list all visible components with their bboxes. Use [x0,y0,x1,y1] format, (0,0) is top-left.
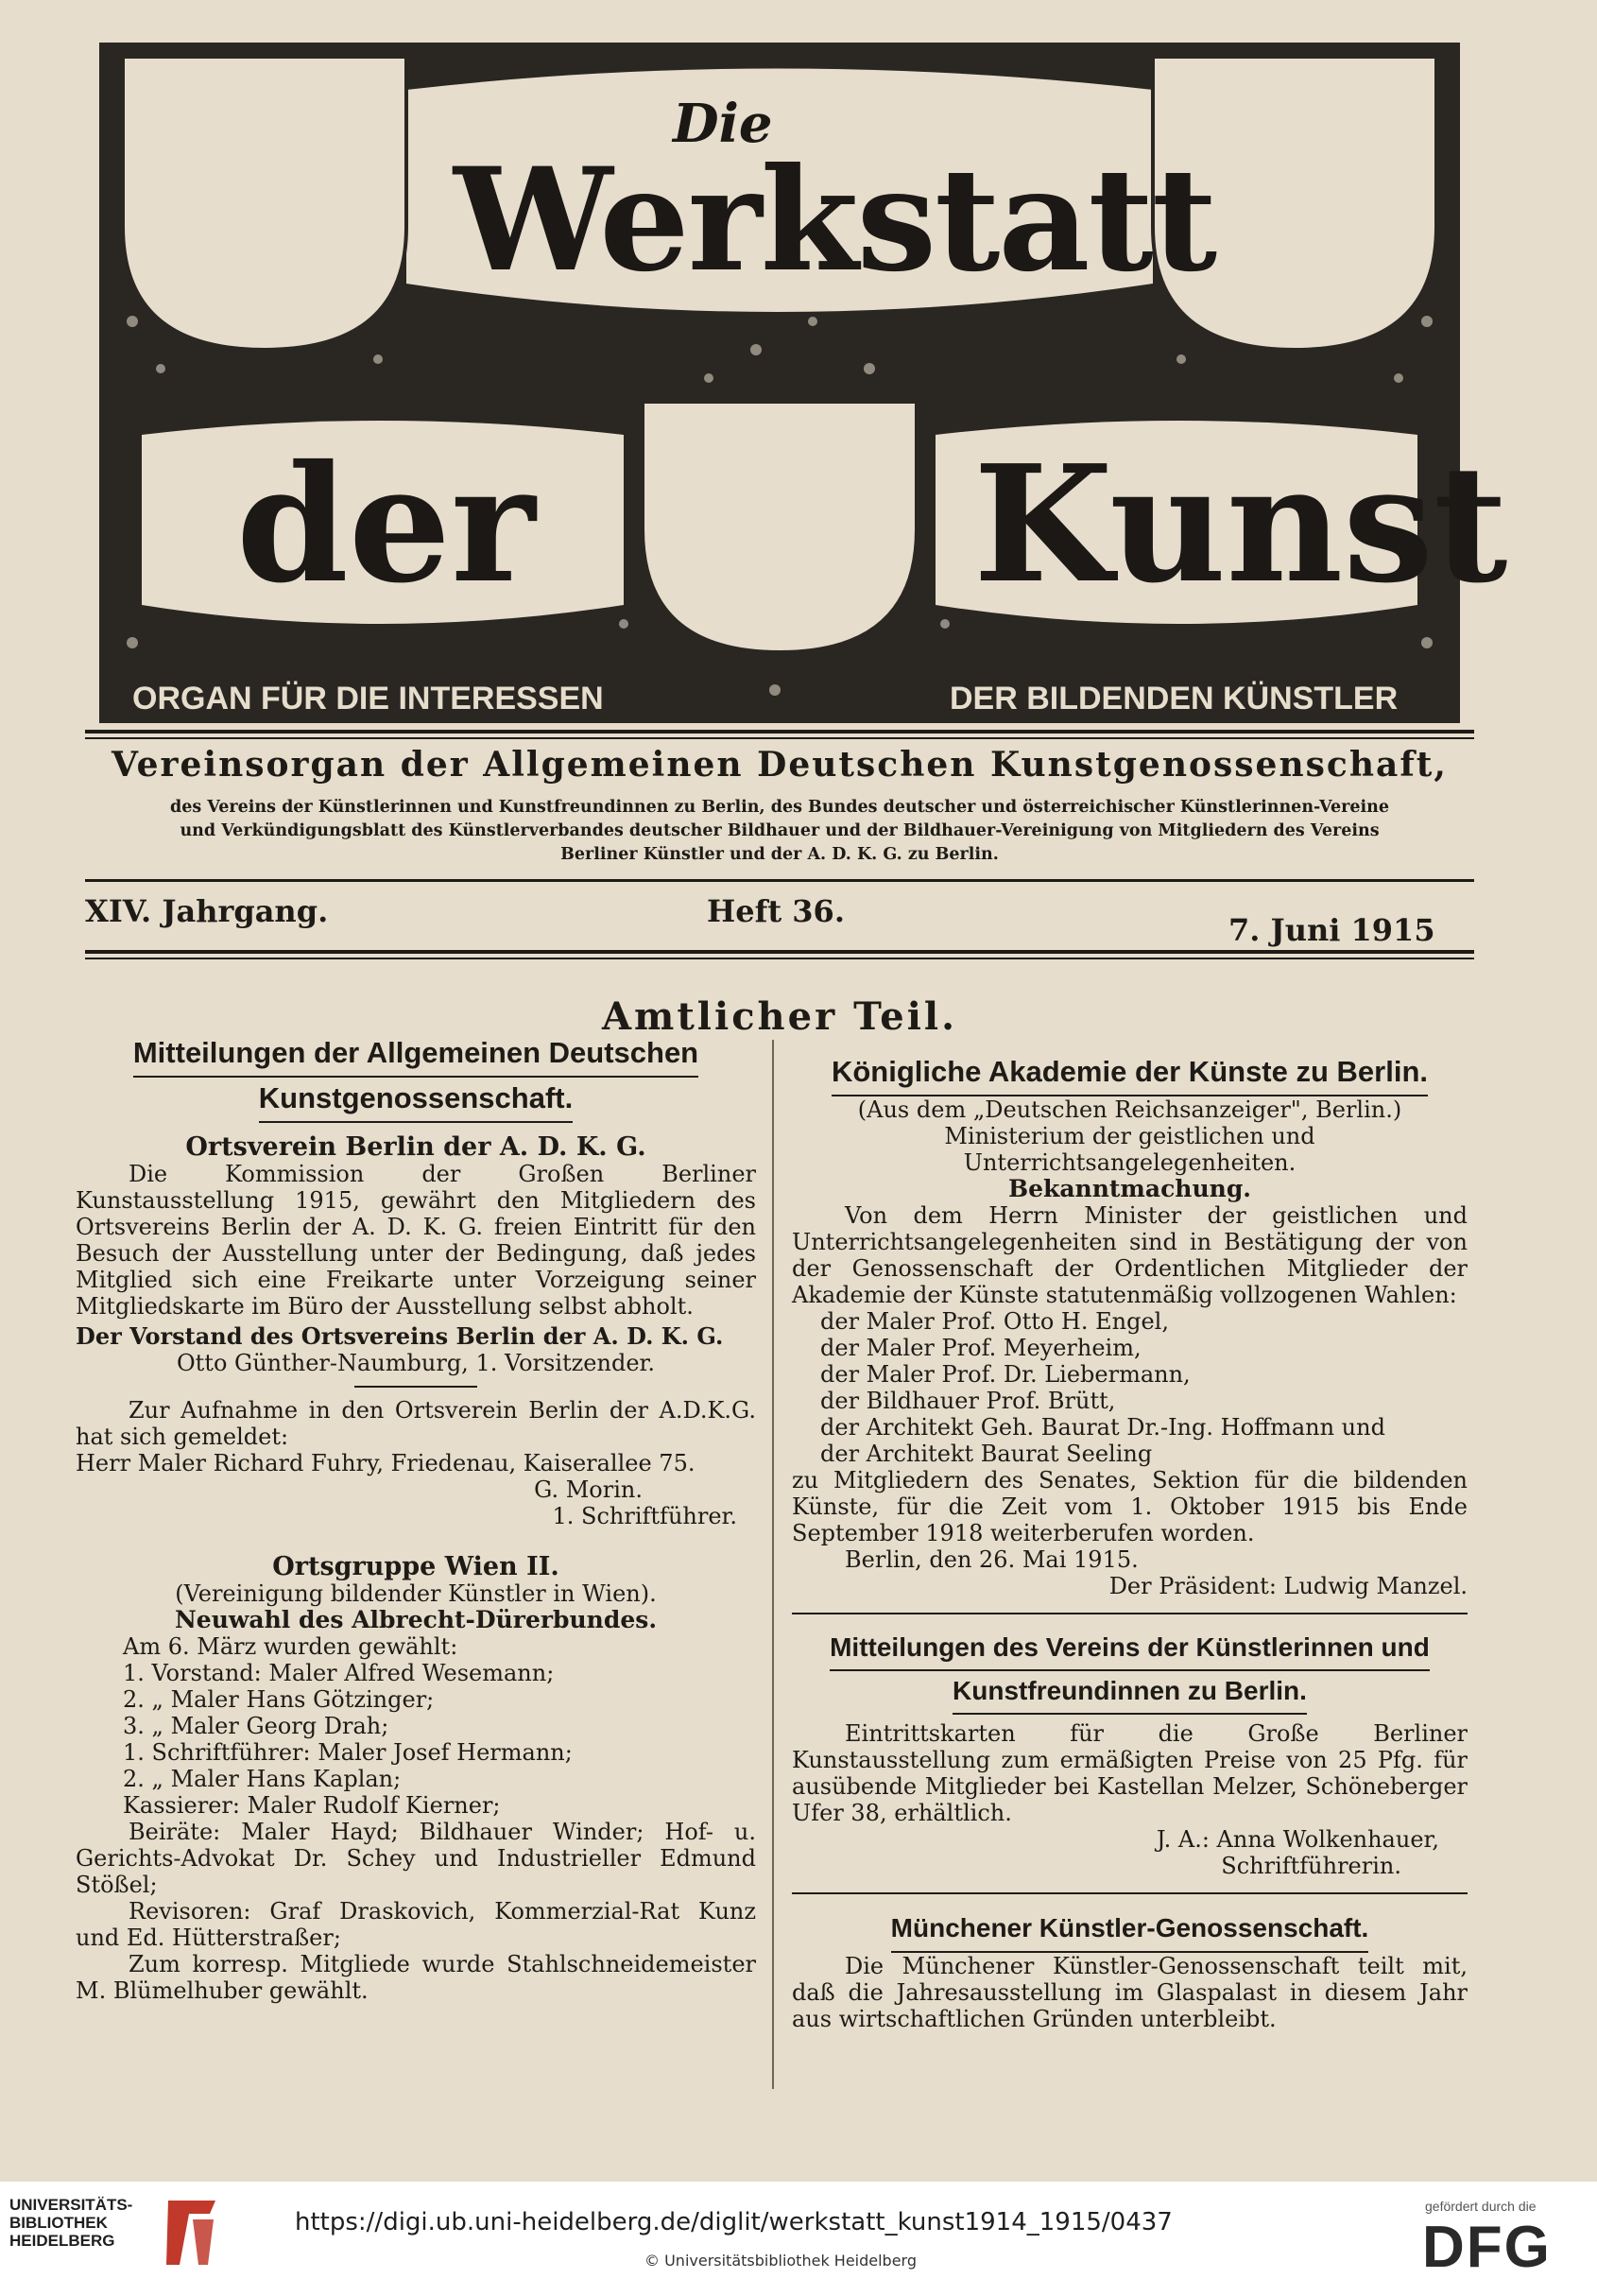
list-item: 2. „ Maler Hans Götzinger; [123,1686,435,1713]
datum-text: Berlin, den 26. Mai 1915. [845,1546,1139,1573]
vorstand-signature: Der Vorstand des Ortsvereins Berlin der A. D. K. G. [76,1322,724,1350]
issue-heft: Heft 36. [707,893,845,929]
column-divider [772,1040,774,2089]
bekanntmachung-heading: Bekanntmachung. [1007,1175,1252,1202]
rule-issue-bottom [85,950,1474,954]
rule-issue-bottom-thin [85,958,1474,959]
right-column [792,1051,1468,2032]
university-logo-icon [161,2195,223,2270]
member-item: der Maler Prof. Otto H. Engel, [820,1308,1169,1335]
organ-subtitle-line: des Vereins der Künstlerinnen und Kunstfreundinnen zu Berlin, des Bundes deutscher und österreichischer Künstlerinnen-Vereine [169,798,1389,817]
divider [354,1386,477,1388]
organ-title: Vereinsorgan der Allgemeinen Deutschen Kunstgenossenschaft, [112,745,1448,785]
heading-line: Mitteilungen des Vereins der Künstlerinnen und [830,1628,1430,1671]
rule-issue-top [85,879,1474,882]
masthead-der: der [236,430,536,619]
masthead [94,38,1508,728]
section-heading-akademie [792,1051,1468,1096]
list-item: 2. „ Maler Hans Kaplan; [123,1766,402,1792]
aufnahme-name: Herr Maler Richard Fuhry, Friedenau, Kaiserallee 75. [76,1450,695,1476]
member-item: der Architekt Baurat Seeling [820,1441,1153,1467]
masthead-die: Die [673,93,773,155]
kassierer-text: Kassierer: Maler Rudolf Kierner; [123,1792,501,1819]
masthead-kunst: Kunst [973,430,1508,619]
heading-line: Kunstgenossenschaft. [259,1078,573,1123]
heading-line: Mitteilungen der Allgemeinen Deutschen [133,1032,698,1078]
footer-bar [0,2182,1597,2296]
heading-line: Kunstfreundinnen zu Berlin. [953,1671,1307,1715]
section-heading-verein [792,1628,1468,1715]
vorstand-name: Otto Günther-Naumburg, 1. Vorsitzender. [176,1350,655,1376]
member-item: der Maler Prof. Meyerheim, [820,1335,1142,1361]
masthead-organ-left: ORGAN FÜR DIE INTERESSEN [132,681,604,716]
heading-line: Münchener Künstler-Genossenschaft. [891,1908,1369,1953]
rule-top-thin [85,737,1474,739]
left-column [76,1032,756,2004]
list-item: 1. Schriftführer: Maler Josef Hermann; [123,1739,573,1766]
copyright-text: © Universitätsbibliothek Heidelberg [644,2252,918,2270]
aufnahme-text: Zur Aufnahme in den Ortsverein Berlin der A.D.K.G. hat sich gemeldet: [76,1397,756,1450]
divider [792,1613,1468,1614]
wien-heading: Ortsgruppe Wien II. [272,1552,559,1581]
morin-signature: G. Morin. [534,1476,643,1503]
verein-signature-title: Schriftführerin. [1221,1853,1401,1879]
dfg-logo[interactable]: DFG [1422,2215,1552,2280]
logo-line: UNIVERSITÄTS- [9,2196,133,2214]
bekanntmachung-text: Von dem Herrn Minister der geistlichen und Unterrichtsangelegenheiten sind in Bestätigung der von der Genossenschaft der Ordentlichen Mitglieder der Akademie der Künste statutenmäßig vollzogenen Wahlen: [792,1202,1468,1308]
ortsverein-text: Die Kommission der Großen Berliner Kunstausstellung 1915, gewährt den Mitgliedern des Ortsvereins Berlin der A. D. K. G. freien Eintritt für den Besuch der Ausstellung unter der Bedingung, daß jedes Mitglied sich eine Freikarte unter Vorzeigung seiner Mitgliedskarte im Büro der Ausstellung selbst abholt. [76,1161,756,1320]
gewaehlt-text: Am 6. März wurden gewählt: [123,1633,458,1660]
logo-line: HEIDELBERG [9,2232,115,2250]
muenchen-text: Die Münchener Künstler-Genossenschaft teilt mit, daß die Jahresausstellung im Glaspalast in diesem Jahr aus wirtschaftlichen Gründen unterbleibt. [792,1953,1468,2032]
dfg-funded-by: gefördert durch die [1425,2199,1537,2214]
verein-signature: J. A.: Anna Wolkenhauer, [1156,1826,1439,1853]
organ-subtitle-line: und Verkündigungsblatt des Künstlerverbandes deutscher Bildhauer und der Bildhauer-Vereinigung von Mitgliedern des Vereins [180,821,1380,840]
issue-jahrgang: XIV. Jahrgang. [85,893,329,929]
heading-line: Königliche Akademie der Künste zu Berlin. [832,1051,1428,1096]
university-library-logo[interactable] [9,2196,132,2250]
korresp-text: Zum korresp. Mitgliede wurde Stahlschneidemeister M. Blümelhuber gewählt. [76,1951,756,2004]
ortsverein-heading: Ortsverein Berlin der A. D. K. G. [185,1132,646,1162]
beiraete-text: Beiräte: Maler Hayd; Bildhauer Winder; Hof- u. Gerichts-Advokat Dr. Schey und Industrieller Edmund Stößel; [76,1819,756,1898]
akademie-source: (Aus dem „Deutschen Reichsanzeiger", Berlin.) [857,1096,1402,1123]
logo-line: BIBLIOTHEK [9,2214,108,2232]
divider [792,1892,1468,1894]
member-item: der Bildhauer Prof. Brütt, [820,1388,1116,1414]
section-heading-muenchen [792,1908,1468,1953]
issue-date: 7. Juni 1915 [1228,912,1435,948]
praesident-signature: Der Präsident: Ludwig Manzel. [1108,1573,1468,1599]
neuwahl-heading: Neuwahl des Albrecht-Dürerbundes. [174,1606,658,1633]
amtlicher-teil-heading: Amtlicher Teil. [601,994,958,1039]
masthead-organ-right: DER BILDENDEN KÜNSTLER [950,681,1399,716]
section-heading-adkg [76,1032,756,1123]
verein-text: Eintrittskarten für die Große Berliner Kunstausstellung zum ermäßigten Preise von 25 Pfg. für ausübende Mitglieder bei Kastellan Melzer, Schöneberger Ufer 38, erhältlich. [792,1720,1468,1826]
organ-subtitle [85,796,1474,867]
document-url-link[interactable]: https://digi.ub.uni-heidelberg.de/diglit/werkstatt_kunst1914_1915/0437 [295,2208,1173,2236]
revisoren-text: Revisoren: Graf Draskovich, Kommerzial-Rat Kunz und Ed. Hütterstraßer; [76,1898,756,1951]
member-item: der Architekt Geh. Baurat Dr.-Ing. Hoffmann und [820,1414,1385,1441]
list-item: 1. Vorstand: Maler Alfred Wesemann; [123,1660,555,1686]
wien-subheading: (Vereinigung bildender Künstler in Wien). [175,1580,657,1607]
ministerium-text: Ministerium der geistlichen und Unterrichtsangelegenheiten. [944,1123,1315,1176]
rule-top [85,730,1474,734]
list-item: 3. „ Maler Georg Drah; [123,1713,389,1739]
member-item: der Maler Prof. Dr. Liebermann, [820,1361,1191,1388]
senat-text: zu Mitgliedern des Senates, Sektion für die bildenden Künste, für die Zeit vom 1. Oktober 1915 bis Ende September 1918 weiterberufen worden. [792,1467,1468,1546]
schriftfuehrer-title: 1. Schriftführer. [552,1503,737,1529]
masthead-werkstatt: Werkstatt [454,137,1216,303]
organ-subtitle-line: Berliner Künstler und der A. D. K. G. zu Berlin. [560,845,999,864]
